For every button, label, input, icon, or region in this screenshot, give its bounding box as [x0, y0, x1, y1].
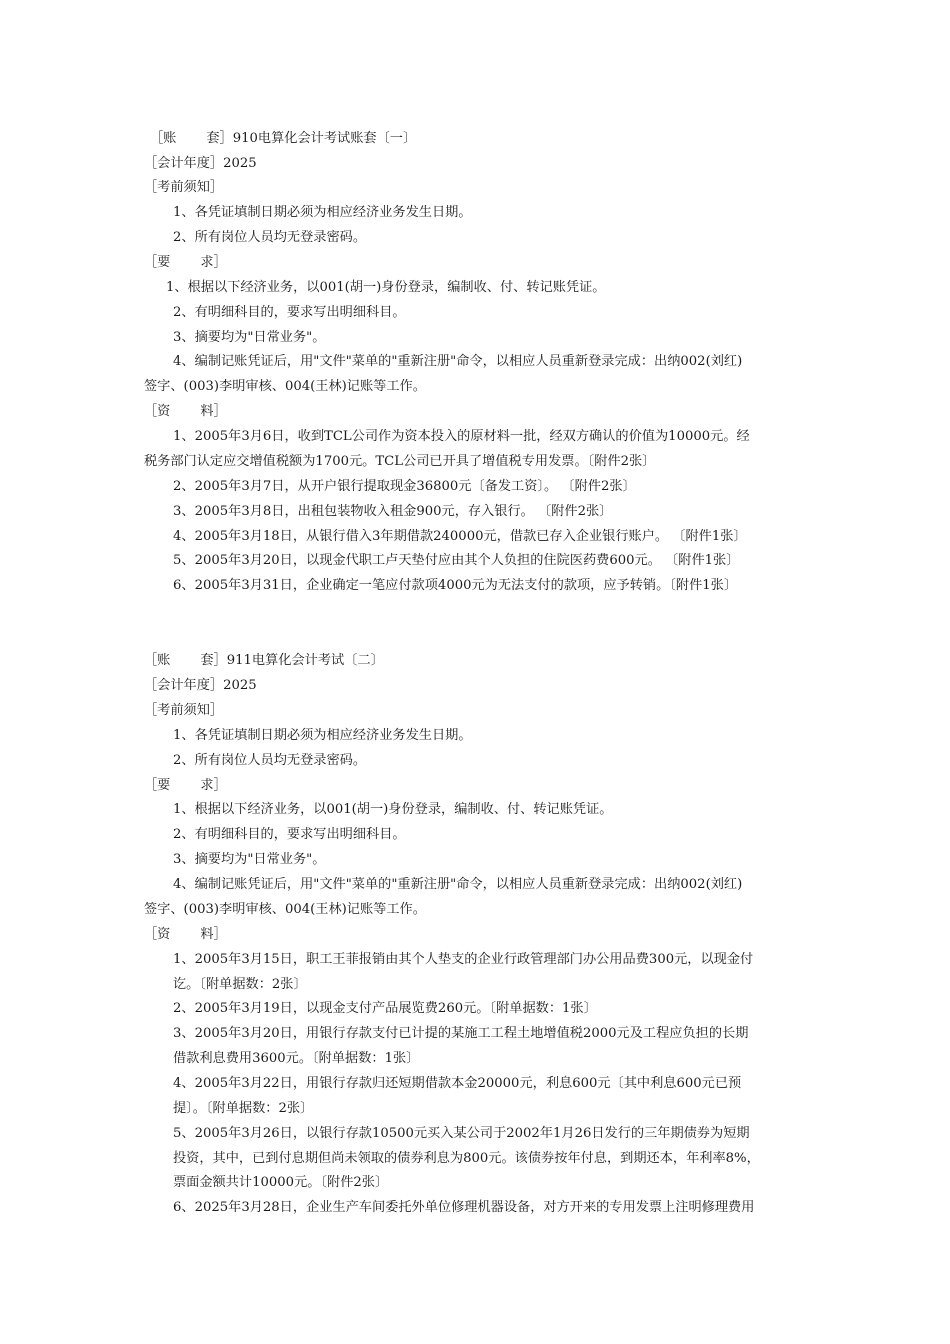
requirement-item-continued: 签字、(003)李明审核、004(王林)记账等工作。 [144, 379, 426, 394]
material-item: 4、2005年3月22日，用银行存款归还短期借款本金20000元，利息600元〔其中利息600元已预 [173, 1076, 742, 1091]
requirement-item: 3、摘要均为"日常业务"。 [173, 330, 326, 345]
material-item: 5、2005年3月20日，以现金代职工卢天垫付应由其个人负担的住院医药费600元。 〔附件1张〕 [173, 553, 740, 568]
material-item: 2、2005年3月19日，以现金支付产品展览费260元。〔附单据数：1张〕 [173, 1001, 597, 1016]
fiscal-year: ［会计年度］2025 [144, 678, 257, 693]
material-item-continued: 投资，其中，已到付息期但尚未领取的债券利息为800元。该债券按年付息，到期还本，年利率8%， [173, 1151, 760, 1166]
requirement-item: 4、编制记账凭证后，用"文件"菜单的"重新注册"命令，以相应人员重新登录完成：出纳002(刘红) [173, 877, 743, 892]
requirement-item: 2、有明细科目的，要求写出明细科目。 [173, 305, 406, 320]
material-item: 6、2025年3月28日，企业生产车间委托外单位修理机器设备，对方开来的专用发票上注明修理费用 [173, 1200, 755, 1215]
account-value: 910电算化会计考试账套〔一〕 [232, 131, 417, 146]
requirement-item: 3、摘要均为"日常业务"。 [173, 852, 326, 867]
material-item: 3、2005年3月8日，出租包装物收入租金900元，存入银行。 〔附件2张〕 [173, 504, 613, 519]
account-label-end: 套］ [200, 653, 227, 668]
notice-item: 2、所有岗位人员均无登录密码。 [173, 753, 367, 768]
material-item: 1、2005年3月15日，职工王菲报销由其个人垫支的企业行政管理部门办公用品费300元，以现金付 [173, 952, 754, 967]
requirement-item: 4、编制记账凭证后，用"文件"菜单的"重新注册"命令，以相应人员重新登录完成：出纳002(刘红) [173, 354, 743, 369]
requirement-item: 2、有明细科目的，要求写出明细科目。 [173, 827, 406, 842]
account-title [150, 130, 416, 148]
account-label-start: ［账 [150, 131, 177, 146]
requirements-title: ［要 求］ [144, 778, 227, 793]
material-item: 4、2005年3月18日，从银行借入3年期借款240000元，借款已存入企业银行账户。 〔附件1张〕 [173, 529, 747, 544]
notice-item: 1、各凭证填制日期必须为相应经济业务发生日期。 [173, 205, 472, 220]
account-value: 911电算化会计考试〔二〕 [226, 653, 384, 668]
notice-item: 2、所有岗位人员均无登录密码。 [173, 230, 367, 245]
material-item: 3、2005年3月20日，用银行存款支付已计提的某施工工程土地增值税2000元及工程应负担的长期 [173, 1026, 749, 1041]
notice-item: 1、各凭证填制日期必须为相应经济业务发生日期。 [173, 728, 472, 743]
account-label-end: 套］ [206, 131, 233, 146]
notice-title: ［考前须知］ [144, 703, 224, 718]
material-item-continued: 提〕。〔附单据数：2张〕 [173, 1101, 314, 1116]
notice-title: ［考前须知］ [144, 180, 224, 195]
requirement-item: 1、根据以下经济业务，以001(胡一)身份登录，编制收、付、转记账凭证。 [166, 280, 606, 295]
material-item-continued: 票面金额共计10000元。〔附件2张〕 [173, 1175, 389, 1190]
materials-title: ［资 料］ [144, 404, 227, 419]
account-label-start: ［账 [144, 653, 171, 668]
material-item-continued: 讫。〔附单据数：2张〕 [173, 977, 307, 992]
requirement-item: 1、根据以下经济业务，以001(胡一)身份登录，编制收、付、转记账凭证。 [173, 802, 613, 817]
material-item-continued: 借款利息费用3600元。〔附单据数：1张〕 [173, 1051, 420, 1066]
material-item: 5、2005年3月26日，以银行存款10500元买入某公司于2002年1月26日发行的三年期债券为短期 [173, 1126, 750, 1141]
material-item-continued: 税务部门认定应交增值税额为1700元。TCL公司已开具了增值税专用发票。〔附件2张〕 [144, 454, 656, 469]
account-title [144, 652, 384, 670]
material-item: 2、2005年3月7日，从开户银行提取现金36800元〔备发工资〕。 〔附件2张〕 [173, 479, 636, 494]
material-item: 6、2005年3月31日，企业确定一笔应付款项4000元为无法支付的款项，应予转销。〔附件1张〕 [173, 578, 738, 593]
fiscal-year: ［会计年度］2025 [144, 156, 257, 171]
requirement-item-continued: 签字、(003)李明审核、004(王林)记账等工作。 [144, 902, 426, 917]
materials-title: ［资 料］ [144, 927, 227, 942]
requirements-title: ［要 求］ [144, 255, 227, 270]
material-item: 1、2005年3月6日，收到TCL公司作为资本投入的原材料一批，经双方确认的价值为10000元。经 [173, 429, 750, 444]
